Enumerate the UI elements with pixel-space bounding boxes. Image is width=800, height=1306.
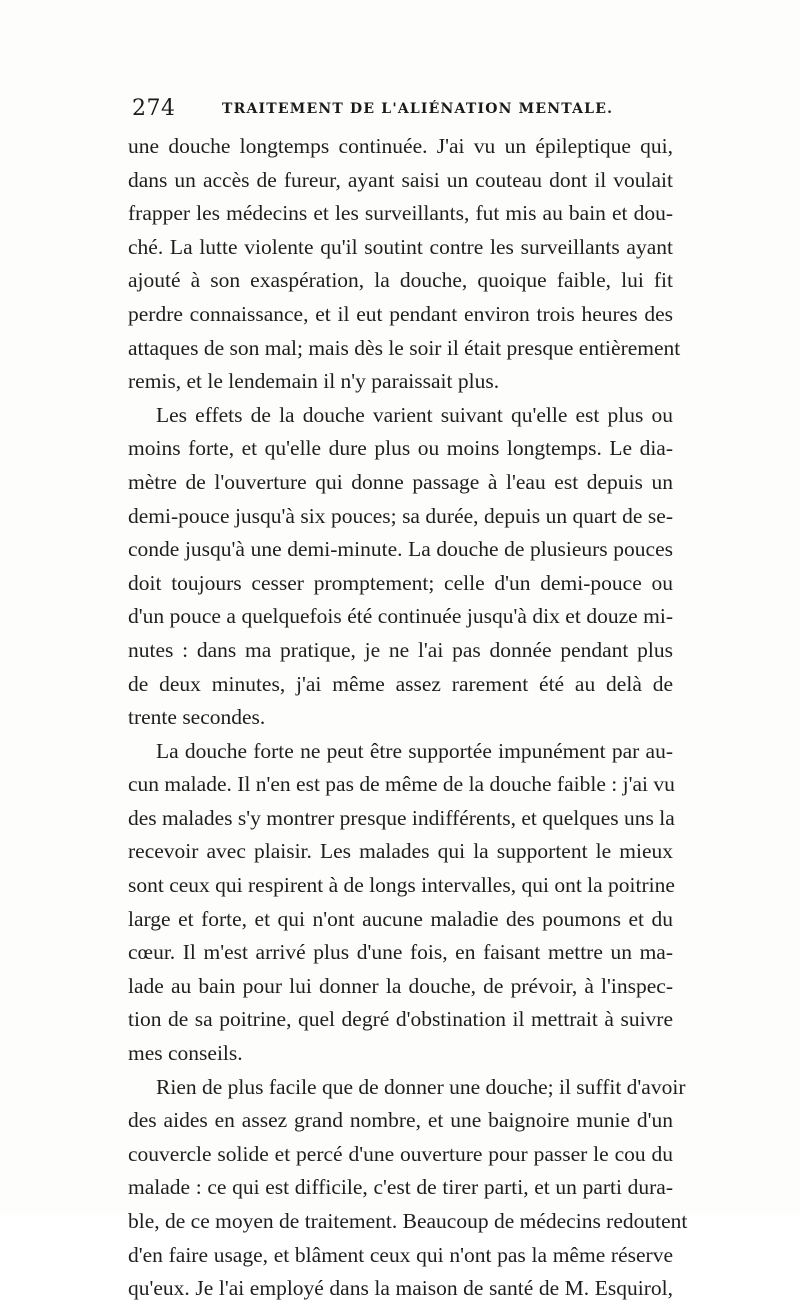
text-line: conde jusqu'à une demi-minute. La douche de plusieurs pouces — [128, 537, 673, 562]
text-line: attaques de son mal; mais dès le soir il était presque entièrement — [128, 335, 681, 360]
text-line: recevoir avec plaisir. Les malades qui la supportent le mieux — [128, 839, 673, 864]
text-line: d'en faire usage, et blâment ceux qui n'ont pas la même réserve — [128, 1242, 673, 1267]
text-line: de deux minutes, j'ai même assez rarement été au delà de — [128, 671, 673, 696]
paragraph — [128, 735, 673, 1071]
text-line: dans un accès de fureur, ayant saisi un couteau dont il voulait — [128, 167, 673, 192]
text-line: ché. La lutte violente qu'il soutint contre les surveillants ayant — [128, 234, 673, 259]
text-line: couvercle solide et percé d'une ouverture pour passer le cou du — [128, 1141, 673, 1166]
text-line: frapper les médecins et les surveillants, fut mis au bain et dou- — [128, 201, 673, 226]
text-line: mètre de l'ouverture qui donne passage à l'eau est depuis un — [128, 469, 673, 494]
text-line: mes conseils. — [128, 1041, 243, 1066]
text-line: des aides en assez grand nombre, et une baignoire munie d'un — [128, 1108, 673, 1133]
text-line: Les effets de la douche varient suivant qu'elle est plus ou — [156, 402, 673, 427]
text-line: ajouté à son exaspération, la douche, quoique faible, lui fit — [128, 268, 673, 293]
text-line: malade : ce qui est difficile, c'est de tirer parti, et un parti dura- — [128, 1175, 673, 1200]
text-line: ble, de ce moyen de traitement. Beaucoup de médecins redoutent — [128, 1209, 688, 1233]
paragraph — [128, 1071, 688, 1306]
text-line: remis, et le lendemain il n'y paraissait plus. — [128, 369, 500, 394]
paragraph — [128, 130, 681, 399]
text-line: Rien de plus facile que de donner une douche; il suffit d'avoir — [156, 1074, 686, 1099]
text-line: lade au bain pour lui donner la douche, de prévoir, à l'inspec- — [128, 973, 673, 998]
text-line: d'un pouce a quelquefois été continuée jusqu'à dix et douze mi- — [128, 604, 673, 629]
text-line: une douche longtemps continuée. J'ai vu un épileptique qui, — [128, 134, 673, 158]
text-line: sont ceux qui respirent à de longs intervalles, qui ont la poitrine — [128, 873, 675, 898]
text-line: qu'eux. Je l'ai employé dans la maison de santé de M. Esquirol, — [128, 1276, 673, 1301]
running-title: TRAITEMENT DE L'ALIÉNATION MENTALE. — [222, 101, 614, 117]
paragraph — [128, 399, 673, 735]
text-line: large et forte, et qui n'ont aucune maladie des poumons et du — [128, 906, 673, 931]
text-line: cun malade. Il n'en est pas de même de la douche faible : j'ai vu — [128, 772, 675, 797]
page-header — [132, 96, 677, 126]
page-number: 274 — [132, 96, 176, 121]
text-line: des malades s'y montrer presque indifférents, et quelques uns la — [128, 805, 675, 830]
text-line: La douche forte ne peut être supportée impunément par au- — [156, 738, 673, 763]
body-text — [128, 130, 688, 1306]
text-line: cœur. Il m'est arrivé plus d'une fois, en faisant mettre un ma- — [128, 940, 673, 965]
text-line: trente secondes. — [128, 705, 266, 730]
text-line: nutes : dans ma pratique, je ne l'ai pas donnée pendant plus — [128, 637, 673, 662]
text-line: perdre connaissance, et il eut pendant environ trois heures des — [128, 301, 673, 326]
text-line: demi-pouce jusqu'à six pouces; sa durée, depuis un quart de se- — [128, 503, 673, 528]
text-line: doit toujours cesser promptement; celle d'un demi-pouce ou — [128, 570, 673, 595]
text-line: tion de sa poitrine, quel degré d'obstination il mettrait à suivre — [128, 1007, 673, 1032]
text-line: moins forte, et qu'elle dure plus ou moins longtemps. Le dia- — [128, 436, 673, 461]
